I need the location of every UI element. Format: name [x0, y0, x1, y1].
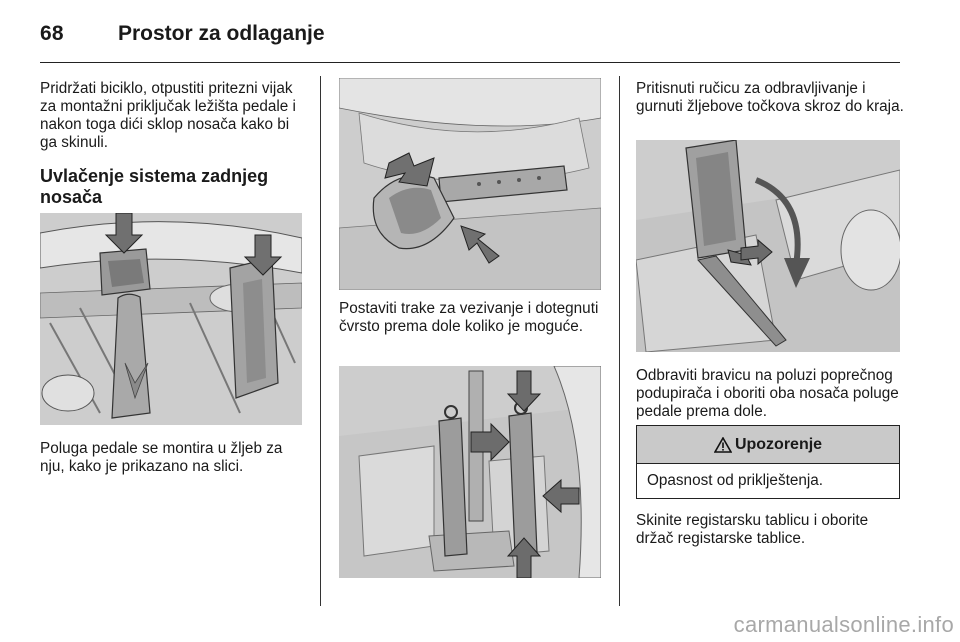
- page-number: 68: [40, 22, 64, 45]
- figure-tie-straps: [339, 78, 601, 290]
- watermark: carmanualsonline.info: [733, 612, 954, 637]
- col1-paragraph-1: Pridržati biciklo, otpustiti pritezni vijak za montažni priključak ležišta pedale i nakon toga dići sklop nosača kako bi ga skinuli.: [40, 80, 296, 151]
- warning-header: [637, 426, 899, 464]
- figure-release-handle: [636, 140, 900, 352]
- header-divider: [40, 62, 900, 63]
- col3-paragraph-2: Odbraviti bravicu na poluzi poprečnog podupirača i oboriti oba nosača poluge pedale prema dole.: [636, 367, 899, 420]
- warning-title: Upozorenje: [734, 435, 823, 453]
- column-divider-2: [619, 76, 620, 606]
- warning-text: Opasnost od priklještenja.: [647, 472, 824, 489]
- page-header: [40, 12, 900, 60]
- col2-paragraph-1: Postaviti trake za vezivanje i dotegnuti čvrsto prema dole koliko je moguće.: [339, 300, 599, 335]
- col3-paragraph-3: Skinite registarsku tablicu i oborite držač registarske tablice.: [636, 512, 869, 547]
- section-heading: Uvlačenje sistema zadnjeg nosača: [40, 166, 269, 207]
- warning-box: [636, 425, 900, 499]
- col3-paragraph-1: Pritisnuti ručicu za odbravljivanje i gurnuti žljebove točkova skroz do kraja.: [636, 80, 904, 115]
- figure-carrier-top-view: [339, 366, 601, 578]
- figure-pedal-lever: [40, 213, 302, 425]
- page-title: Prostor za odlaganje: [118, 22, 325, 45]
- column-divider-1: [320, 76, 321, 606]
- warning-triangle-icon: [714, 437, 732, 453]
- col1-paragraph-2: Poluga pedale se montira u žljeb za nju, kako je prikazano na slici.: [40, 440, 283, 475]
